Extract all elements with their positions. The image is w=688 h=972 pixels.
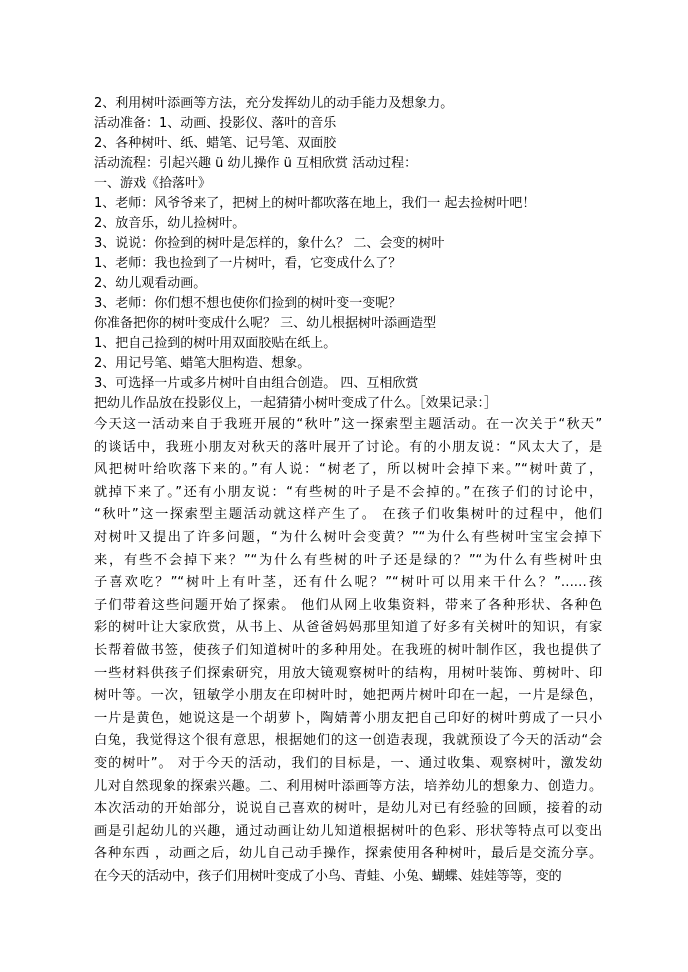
text-line: 2、各种树叶、纸、蜡笔、记号笔、双面胶	[94, 136, 337, 151]
paragraph-line: 画是引起幼儿的兴趣，通过动画让幼儿知道根据树叶的色彩、形状等特点可以变出	[94, 823, 602, 839]
text-line: 1、把自己捡到的树叶用双面胶贴在纸上。	[94, 336, 337, 351]
text-line: 1、老师：风爷爷来了，把树上的树叶都吹落在地上，我们一 起去捡树叶吧！	[94, 196, 536, 211]
text-line: 3、可选择一片或多片树叶自由组合创造。 四、互相欣赏	[94, 376, 419, 391]
paragraph-line: 彩的树叶让大家欣赏，从书上、从爸爸妈妈那里知道了好多有关树叶的知识，有家	[94, 620, 602, 636]
text-line: 活动准备：1、动画、投影仪、落叶的音乐	[94, 116, 337, 131]
reflection-paragraph	[94, 414, 602, 888]
paragraph-line: 各种东西 ，动画之后，幼儿自己动手操作，探索使用各种树叶，最后是交流分享。	[94, 846, 602, 862]
paragraph-line: 子们带着这些问题开始了探索。 他们从网上收集资料，带来了各种形状、各种色	[94, 597, 602, 613]
text-line: 2、放音乐，幼儿捡树叶。	[94, 216, 246, 231]
paragraph-line: 变的树叶”。 对于今天的活动，我们的目标是，一、通过收集、观察树叶，激发幼	[94, 755, 602, 771]
paragraph-line: “秋叶”这一探索型主题活动就这样产生了。 在孩子们收集树叶的过程中，他们	[94, 507, 602, 523]
paragraph-line: 白兔，我觉得这个很有意思，根据她们的这一创造表现，我就预设了今天的活动“会	[94, 733, 602, 749]
paragraph-line: 的谈话中，我班小朋友对秋天的落叶展开了讨论。有的小朋友说：“风太大了，是	[94, 439, 602, 455]
text-line: 2、用记号笔、蜡笔大胆构造、想象。	[94, 356, 311, 371]
paragraph-line: 对树叶又提出了许多问题，“为什么树叶会变黄？”“为什么有些树叶宝宝会掉下	[94, 529, 602, 545]
text-line: 把幼儿作品放在投影仪上，一起猜猜小树叶变成了什么。［效果记录：］	[94, 396, 498, 411]
paragraph-line: 一片是黄色，她说这是一个胡萝卜，陶婧菁小朋友把自己印好的树叶剪成了一只小	[94, 710, 602, 726]
paragraph-line: 本次活动的开始部分，说说自己喜欢的树叶，是幼儿对已有经验的回顾，接着的动	[94, 801, 602, 817]
text-line: 一、游戏《拾落叶》	[94, 176, 212, 191]
document-page	[94, 94, 602, 888]
text-line: 活动流程：引起兴趣 ü 幼儿操作 ü 互相欣赏 活动过程：	[94, 156, 418, 171]
paragraph-line: 来，有些不会掉下来？”“为什么有些树的叶子还是绿的？”“为什么有些树叶虫	[94, 552, 602, 568]
text-line: 3、说说：你捡到的树叶是怎样的，象什么？ 二、会变的树叶	[94, 236, 445, 251]
text-line: 2、幼儿观看动画。	[94, 276, 207, 291]
paragraph-line: 一些材料供孩子们探索研究，用放大镜观察树叶的结构，用树叶装饰、剪树叶、印	[94, 665, 602, 681]
text-line: 3、老师：你们想不想也使你们捡到的树叶变一变呢？	[94, 296, 402, 311]
text-line: 1、老师：我也捡到了一片树叶，看，它变成什么了？	[94, 256, 402, 271]
paragraph-line: 子喜欢吃？”“树叶上有叶茎，还有什么呢？”“树叶可以用来干什么？”……孩	[94, 575, 602, 591]
paragraph-line: 树叶等。一次，钮敏学小朋友在印树叶时，她把两片树叶印在一起，一片是绿色，	[94, 688, 602, 704]
text-line: 2、利用树叶添画等方法，充分发挥幼儿的动手能力及想象力。	[94, 96, 454, 111]
activity-plan-section	[94, 94, 602, 414]
paragraph-line: 就掉下来了。”还有小朋友说：“有些树的叶子是不会掉的。”在孩子们的讨论中，	[94, 484, 602, 500]
paragraph-line: 长帮着做书签，使孩子们知道树叶的多种用处。在我班的树叶制作区，我也提供了	[94, 642, 602, 658]
text-line: 你准备把你的树叶变成什么呢？ 三、幼儿根据树叶添画造型	[94, 316, 437, 331]
paragraph-line: 风把树叶给吹落下来的。”有人说：“树老了，所以树叶会掉下来。”“树叶黄了，	[94, 462, 602, 478]
paragraph-line: 儿对自然现象的探索兴趣。二、利用树叶添画等方法，培养幼儿的想象力、创造力。	[94, 778, 602, 794]
paragraph-line: 在今天的活动中，孩子们用树叶变成了小鸟、青蛙、小兔、蝴蝶、娃娃等等，变的	[94, 868, 562, 884]
paragraph-line: 今天这一活动来自于我班开展的“秋叶”这一探索型主题活动。在一次关于“秋天”	[94, 417, 602, 432]
